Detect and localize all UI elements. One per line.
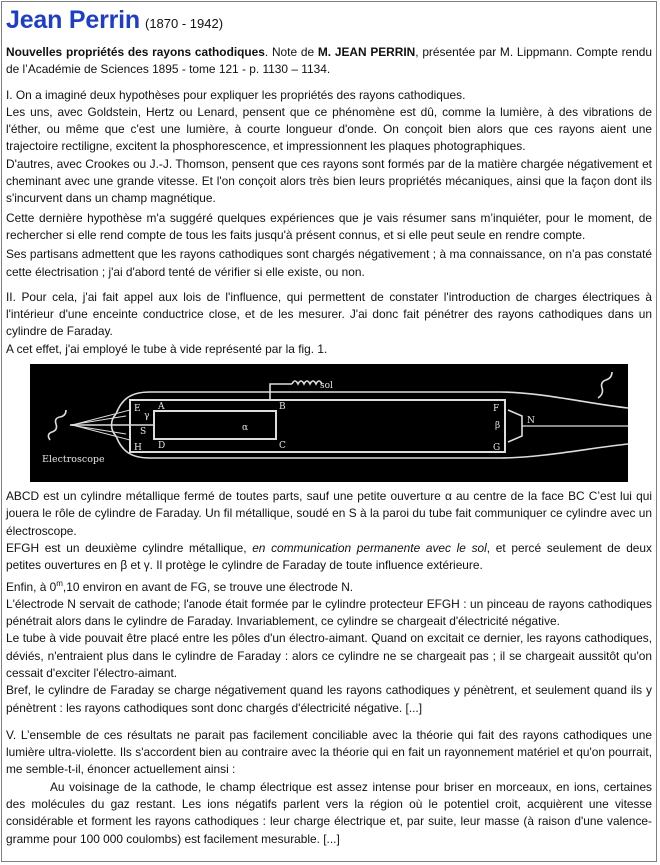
paragraph-abcd: ABCD est un cylindre métallique fermé de toutes parts, sauf une petite ouverture α au centre de la face BC C’est lui qui jouera le rôle de cylindre de Faraday. Un fil métallique, soudé en S à la paroi du tube fait communiquer ce cylindre avec un électroscope.: [6, 489, 652, 538]
section-1-paragraph: Ses partisans admettent que les rayons cathodiques sont chargés négativement ; à ma connaissance, on n'a pas constaté cette électrisation ; j'ai d'abord tenté de vérifier si elle existe, ou non.: [6, 247, 652, 279]
text-italic: en communication permanente avec le sol: [252, 540, 487, 555]
label-d: D: [158, 441, 166, 452]
text-run: , et percé seulement de deux petites ouvertures en β et γ. Il protège le cylindre de Faraday de toute influence extérieure.: [6, 540, 652, 573]
text-run: EFGH est un deuxième cylindre métallique,: [6, 540, 253, 555]
author-dates: (1870 - 1942): [144, 16, 224, 31]
section-1: [6, 87, 652, 281]
vacuum-tube-diagram: [30, 364, 628, 482]
text-run: ,10 environ en avant de FG, se trouve une électrode N.: [62, 579, 354, 594]
electrode-n: [508, 410, 522, 442]
label-g: G: [493, 443, 501, 454]
paragraph-electro-aimant: Le tube à vide pouvait être placé entre les pôles d'un électro-aimant. Quand on excitait ce dernier, les rayons cathodiques, déviés, n'entraient plus dans le cylindre de Faraday : alors ce cylindre ne se chargeait pas ; il se chargeait aussitôt qu'on cessait d'exciter l'électro-aimant.: [6, 631, 652, 680]
electroscope-coil: [48, 410, 66, 440]
section-2-paragraph: A cet effet, j'ai employé le tube à vide représenté par la fig. 1.: [6, 341, 328, 356]
label-n: N: [527, 416, 535, 427]
section-1-paragraph: Les uns, avec Goldstein, Hertz ou Lenard, pensent que ce phénomène est dû, comme la lumière, à des vibrations de l'éther, ou même que c'est une lumière, à courte longueur d'onde. On conçoit bien alors que ces rayons aient une trajectoire rectiligne, excitent la phosphorescence, et impressionnent les plaques photographiques.: [6, 104, 652, 154]
page-title: [6, 4, 652, 36]
author-name: Jean Perrin: [6, 6, 140, 34]
paragraph-cathode: L'électrode N servait de cathode; l'anode était formée par le cylindre protecteur EFGH : un pinceau de rayons cathodiques pénétrait alors dans le cylindre de Faraday. Invariablement, ce cylindre se chargeait d'électricité négative.: [6, 596, 652, 629]
section-2-continued: [6, 488, 652, 717]
intro-article-title: Nouvelles propriétés des rayons cathodiques: [6, 45, 265, 59]
intro-author: M. JEAN PERRIN: [317, 45, 416, 59]
intro-text-1: . Note de: [264, 45, 318, 59]
paragraph-electrode: [6, 575, 652, 596]
label-electroscope: Electroscope: [42, 454, 105, 466]
ground-coil: [292, 381, 322, 384]
text-run: Enfin, à 0: [6, 579, 57, 594]
section-5-paragraph: Au voisinage de la cathode, le champ électrique est assez intense pour briser en morceaux, en ions, certaines des molécules du gaz restant. Les ions négatifs parlent vers la région où le potentiel croit, acquièrent une vitesse considérable et forment les rayons cathodiques : leur charge électrique et, par suite, leur masse (à raison d'une valence-gramme pour 100 000 coulombs) est facilement mesurable. [...]: [6, 779, 652, 846]
right-coil: [598, 372, 612, 398]
article: [6, 4, 652, 848]
label-f: F: [493, 404, 500, 415]
label-h: H: [134, 443, 142, 454]
section-1-paragraph: D'autres, avec Crookes ou J.-J. Thomson, pensent que ces rayons sont formés par de la matière chargée négativement et cheminant avec une grande vitesse. Et l'on conçoit alors très bien leurs propriétés mécaniques, ainsi que la façon dont ils s'incurvent dans un champ magnétique.: [6, 156, 652, 206]
label-alpha: α: [242, 423, 249, 434]
paragraph-efgh: [6, 540, 652, 575]
figure-vacuum-tube: [30, 364, 628, 482]
intro-text-2: , présentée par M. Lippmann. Compte rendu de l’Académie de Sciences 1895 - tome 121 - p. 1130 – 1134.: [6, 45, 652, 77]
paragraph-conclusion: Bref, le cylindre de Faraday se charge négativement quand les rayons cathodiques y pénètrent, et seulement quand ils y pénètrent : les rayons cathodiques sont donc chargés d'électricité négative. [...]: [6, 683, 652, 715]
text-sup: m: [56, 578, 63, 588]
label-a: A: [158, 402, 165, 413]
section-1-paragraph: I. On a imaginé deux hypothèses pour expliquer les propriétés des rayons cathodiques.: [6, 87, 466, 102]
label-sol: sol: [320, 381, 333, 392]
label-b: B: [279, 402, 286, 413]
cylinder-abcd: [154, 411, 276, 439]
cylinder-efgh: [130, 400, 505, 452]
intro-paragraph: [6, 44, 652, 79]
section-2-paragraph: II. Pour cela, j'ai fait appel aux lois de l'influence, qui permettent de constater l'introduction de charges électriques à l'intérieur d'une enceinte conductrice close, et de les mesurer. J'ai donc fait pénétrer des rayons cathodiques dans un cylindre de Faraday.: [6, 289, 652, 339]
section-5-paragraph: V. L’ensemble de ces résultats ne parait pas facilement conciliable avec la théorie qui fait des rayons cathodiques une lumière ultra-violette. Ils s'accordent bien au contraire avec la théorie qui en fait un rayonnement matériel et qu'on pourrait, me semble-t-il, énoncer actuellement ainsi :: [6, 727, 652, 777]
label-s: S: [140, 427, 147, 438]
section-1-paragraph: Cette dernière hypothèse m'a suggéré quelques expériences que je vais résumer sans m’inquiéter, pour le moment, de rechercher si elle rend compte de tous les faits jusqu'à présent connus, et si elle peut seule en rendre compte.: [6, 210, 652, 242]
label-c: C: [279, 441, 286, 452]
section-5: [6, 727, 652, 848]
section-2: [6, 289, 652, 358]
label-gamma: γ: [144, 411, 150, 422]
label-e: E: [134, 404, 141, 415]
label-beta: β: [495, 421, 501, 432]
